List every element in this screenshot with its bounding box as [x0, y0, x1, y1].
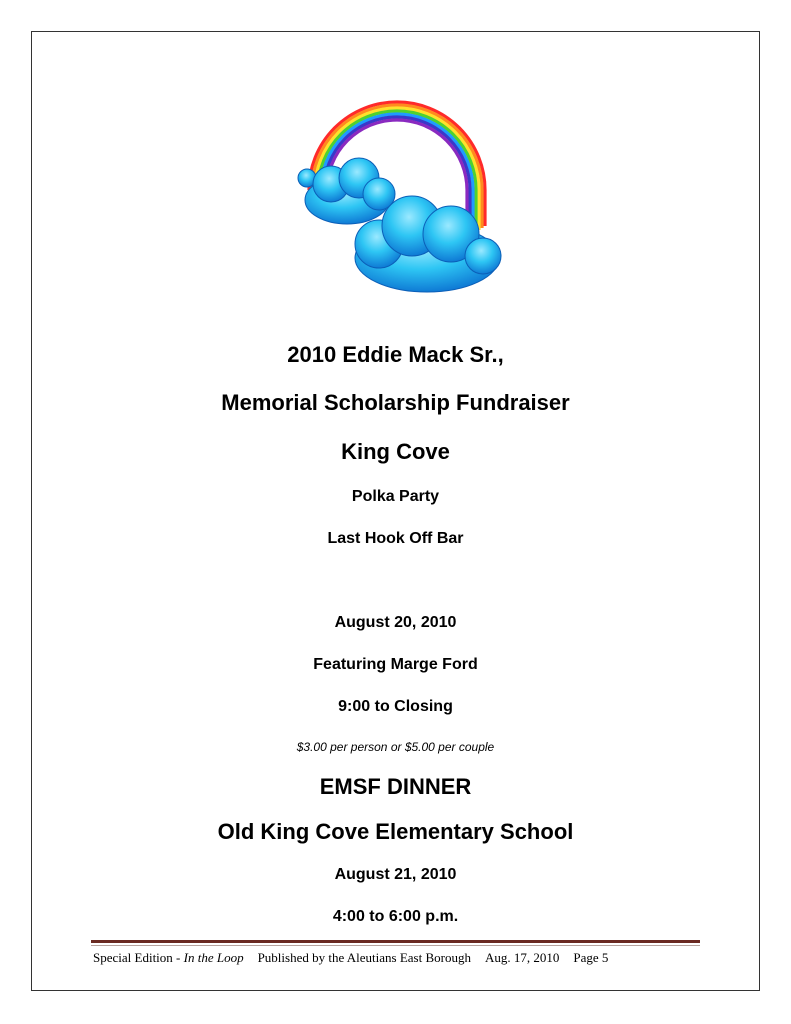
- footer-publisher: Published by the Aleutians East Borough: [257, 950, 471, 965]
- footer-rule: [91, 940, 700, 943]
- dinner-title: EMSF DINNER: [319, 774, 472, 799]
- fundraiser-price: $3.00 per person or $5.00 per couple: [296, 740, 495, 754]
- fundraiser-venue: Last Hook Off Bar: [327, 530, 464, 547]
- footer-edition: Special Edition -: [93, 950, 184, 965]
- fundraiser-title-line1: 2010 Eddie Mack Sr.,: [287, 342, 504, 367]
- footer-date: Aug. 17, 2010: [484, 950, 560, 965]
- fundraiser-date: August 20, 2010: [334, 614, 457, 631]
- fundraiser-location: King Cove: [341, 439, 450, 464]
- footer-rule-thin: [91, 945, 700, 946]
- dinner-venue: Old King Cove Elementary School: [217, 819, 574, 844]
- footer-publication: In the Loop: [183, 950, 244, 965]
- fundraiser-title-line2: Memorial Scholarship Fundraiser: [221, 390, 570, 415]
- dinner-time: 4:00 to 6:00 p.m.: [332, 908, 459, 925]
- fundraiser-featuring: Featuring Marge Ford: [313, 656, 478, 673]
- page-footer: [93, 950, 703, 966]
- footer-page: Page 5: [573, 950, 609, 965]
- rainbow-cloud-icon: [287, 98, 509, 310]
- fundraiser-event: Polka Party: [351, 488, 440, 505]
- dinner-date: August 21, 2010: [334, 866, 457, 883]
- fundraiser-time: 9:00 to Closing: [338, 698, 453, 715]
